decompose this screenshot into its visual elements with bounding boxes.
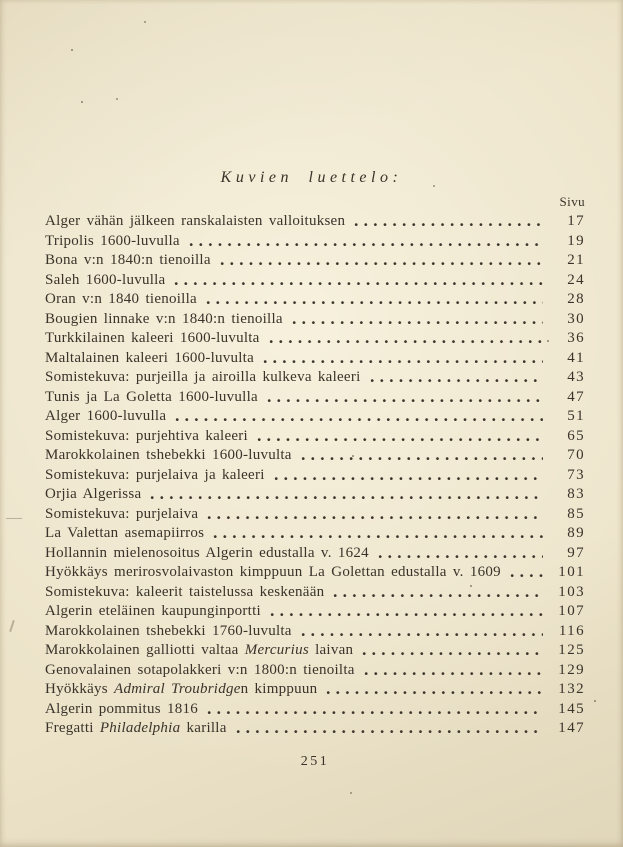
toc-entry-label-text: La Valettan asemapiirros (45, 525, 205, 541)
paper-speck (433, 185, 435, 187)
dot-leader (292, 320, 543, 325)
toc-entry-label (45, 641, 353, 661)
toc-row (45, 661, 585, 681)
toc-row (45, 407, 585, 427)
toc-entry-label-text: Hyökkäys merirosvolaivaston kimppuun La Golettan edustalla v. 1609 (45, 564, 501, 580)
toc-entry-label-italic: Admiral Troubridge (114, 681, 241, 697)
toc-entry-label-text: Alger 1600-luvulla (45, 408, 167, 424)
toc-entry-label-text: Somistekuva: purjelaiva ja kaleeri (45, 466, 265, 483)
toc-entry-page: 103 (558, 583, 585, 600)
toc-entry-page: 17 (567, 213, 585, 229)
toc-entry-label (45, 505, 198, 525)
toc-entry-label-text: Hyökkäys (45, 681, 115, 697)
toc-row (45, 524, 585, 544)
toc-row (45, 505, 585, 525)
dot-leader (174, 281, 543, 286)
toc-entry-page: 132 (558, 681, 585, 697)
toc-entry-label-text: Somistekuva: kaleerit taistelussa keskenään (45, 583, 325, 600)
toc-row (45, 349, 585, 369)
dot-leader (175, 417, 543, 422)
toc-entry-label (45, 524, 204, 544)
toc-entry-label-text: karilla (180, 720, 227, 736)
toc-row (45, 232, 585, 252)
toc-entry-page: 47 (567, 388, 585, 405)
toc-entry-page: 116 (558, 622, 585, 639)
toc-entry-label-text: Bougien linnake v:n 1840:n tienoilla (45, 310, 283, 327)
toc-entry-label-italic: Philadelphia (99, 720, 181, 736)
toc-row (45, 680, 585, 700)
toc-entry-label (45, 622, 292, 642)
toc-row (45, 329, 585, 349)
paper-speck (547, 340, 549, 342)
toc-entry-page: 41 (567, 349, 585, 366)
toc-row (45, 446, 585, 466)
toc-row (45, 212, 585, 232)
dot-leader (270, 612, 543, 617)
toc-entry-page: 19 (567, 232, 585, 249)
toc-entry-label (45, 700, 198, 720)
dot-leader (207, 515, 543, 520)
toc-entry-label-italic: Mercurius (244, 642, 309, 658)
paper-speck (81, 101, 83, 103)
toc-entry-label (45, 466, 265, 486)
dot-leader (362, 651, 543, 656)
toc-entry-label-text: Algerin eteläinen kaupunginportti (45, 603, 261, 619)
paper-speck (470, 585, 472, 587)
paper-scratch (6, 518, 22, 519)
toc-entry-page: 83 (567, 486, 585, 502)
toc-entry-page: 24 (567, 271, 585, 288)
toc-entry-label (45, 407, 166, 427)
toc-entry-label (45, 232, 180, 252)
dot-leader (378, 554, 543, 559)
dot-leader (301, 456, 543, 461)
dot-leader (274, 476, 543, 481)
toc-entry-label-text: Oran v:n 1840 tienoilla (45, 291, 197, 307)
figure-list (45, 212, 585, 739)
toc-row (45, 602, 585, 622)
toc-entry-label-text: Somistekuva: purjelaiva (45, 505, 199, 522)
toc-row (45, 719, 585, 739)
toc-entry-label (45, 310, 283, 330)
toc-entry-label-text: Orjia Algerissa (45, 486, 142, 502)
toc-row (45, 271, 585, 291)
dot-leader (220, 261, 543, 266)
toc-row (45, 641, 585, 661)
toc-entry-page: 36 (567, 330, 585, 346)
toc-entry-page: 145 (558, 700, 585, 717)
dot-leader (364, 671, 543, 676)
toc-entry-page: 85 (567, 505, 585, 522)
toc-entry-label (45, 329, 260, 349)
toc-entry-label (45, 661, 355, 681)
toc-row (45, 290, 585, 310)
dot-leader (189, 242, 543, 247)
toc-entry-label-text: Somistekuva: purjeilla ja airoilla kulkeva kaleeri (45, 369, 361, 385)
toc-entry-label-text: Turkkilainen kaleeri 1600-luvulta (45, 330, 260, 346)
dot-leader (301, 632, 543, 637)
toc-entry-label (45, 680, 317, 700)
toc-row (45, 583, 585, 603)
toc-row (45, 544, 585, 564)
dot-leader (207, 710, 543, 715)
toc-entry-page: 107 (558, 603, 585, 619)
toc-entry-label-text: n kimppuun (240, 681, 318, 697)
dot-leader (354, 222, 543, 227)
toc-entry-page: 51 (567, 408, 585, 424)
dot-leader (257, 437, 543, 442)
toc-entry-label (45, 349, 254, 369)
dot-leader (263, 359, 543, 364)
toc-entry-label (45, 212, 345, 232)
toc-entry-label (45, 251, 211, 271)
paper-speck (116, 98, 118, 100)
dot-leader (236, 729, 543, 734)
dot-leader (370, 378, 544, 383)
paper-speck (144, 21, 146, 23)
toc-entry-page: 73 (567, 466, 585, 483)
toc-entry-label-text: Marokkolainen tshebekki 1760-luvulta (45, 622, 292, 639)
paper-speck (350, 792, 352, 794)
page-column-header: Sivu (559, 194, 585, 209)
toc-entry-label-text: Genovalainen sotapolakkeri v:n 1800:n tienoilta (45, 661, 355, 678)
toc-entry-label-text: Tripolis 1600-luvulla (45, 232, 180, 249)
toc-row (45, 466, 585, 486)
toc-entry-label-text: Bona v:n 1840:n tienoilla (45, 252, 211, 268)
dot-leader (326, 690, 543, 695)
toc-entry-label (45, 719, 227, 739)
paper-speck (71, 49, 73, 51)
toc-entry-label (45, 368, 361, 388)
paper-speck (352, 455, 354, 457)
toc-entry-label (45, 271, 165, 291)
toc-row (45, 310, 585, 330)
toc-entry-label-text: laivan (308, 642, 354, 658)
toc-entry-page: 70 (567, 447, 585, 463)
dot-leader (510, 573, 543, 578)
toc-entry-label-text: Marokkolainen tshebekki 1600-luvulta (45, 447, 292, 463)
toc-entry-label (45, 563, 501, 583)
toc-entry-label (45, 388, 258, 408)
toc-entry-label (45, 290, 197, 310)
toc-entry-label-text: Maltalainen kaleeri 1600-luvulta (45, 349, 254, 366)
toc-row (45, 427, 585, 447)
toc-entry-page: 89 (567, 525, 585, 541)
dot-leader (206, 300, 543, 305)
toc-entry-label-text: Marokkolainen galliotti valtaa (45, 642, 245, 658)
toc-entry-label (45, 427, 248, 447)
toc-entry-label-text: Saleh 1600-luvulla (45, 271, 166, 288)
toc-entry-page: 125 (558, 642, 585, 658)
toc-entry-label (45, 446, 292, 466)
toc-entry-page: 129 (558, 661, 585, 678)
page-title: Kuvien luettelo: (220, 169, 403, 186)
toc-entry-label-text: Somistekuva: purjehtiva kaleeri (45, 427, 248, 444)
toc-entry-label (45, 544, 369, 564)
toc-entry-label (45, 602, 261, 622)
paper-scratch (9, 620, 15, 632)
paper-speck (594, 700, 596, 702)
toc-row (45, 485, 585, 505)
toc-entry-label-text: Tunis ja La Goletta 1600-luvulla (45, 388, 258, 405)
toc-entry-label-text: Hollannin mielenosoitus Algerin edustalla v. 1624 (45, 544, 369, 561)
dot-leader (269, 339, 543, 344)
toc-entry-label (45, 485, 141, 505)
toc-entry-page: 43 (567, 369, 585, 385)
toc-row (45, 388, 585, 408)
toc-row (45, 622, 585, 642)
toc-entry-page: 101 (558, 564, 585, 580)
toc-entry-label (45, 583, 324, 603)
folio-page-number: 251 (300, 754, 330, 769)
toc-entry-page: 97 (567, 544, 585, 561)
toc-entry-page: 21 (567, 252, 585, 268)
toc-entry-page: 28 (567, 291, 585, 307)
toc-entry-page: 30 (567, 310, 585, 327)
dot-leader (333, 593, 543, 598)
toc-entry-page: 147 (558, 720, 585, 736)
toc-entry-label-text: Algerin pommitus 1816 (45, 700, 198, 717)
toc-entry-page: 65 (567, 427, 585, 444)
toc-row (45, 563, 585, 583)
dot-leader (150, 495, 543, 500)
toc-row (45, 251, 585, 271)
toc-entry-label-text: Alger vähän jälkeen ranskalaisten valloituksen (45, 213, 346, 229)
toc-entry-label-text: Fregatti (45, 720, 100, 736)
toc-row (45, 368, 585, 388)
dot-leader (267, 398, 543, 403)
dot-leader (213, 534, 543, 539)
toc-row (45, 700, 585, 720)
